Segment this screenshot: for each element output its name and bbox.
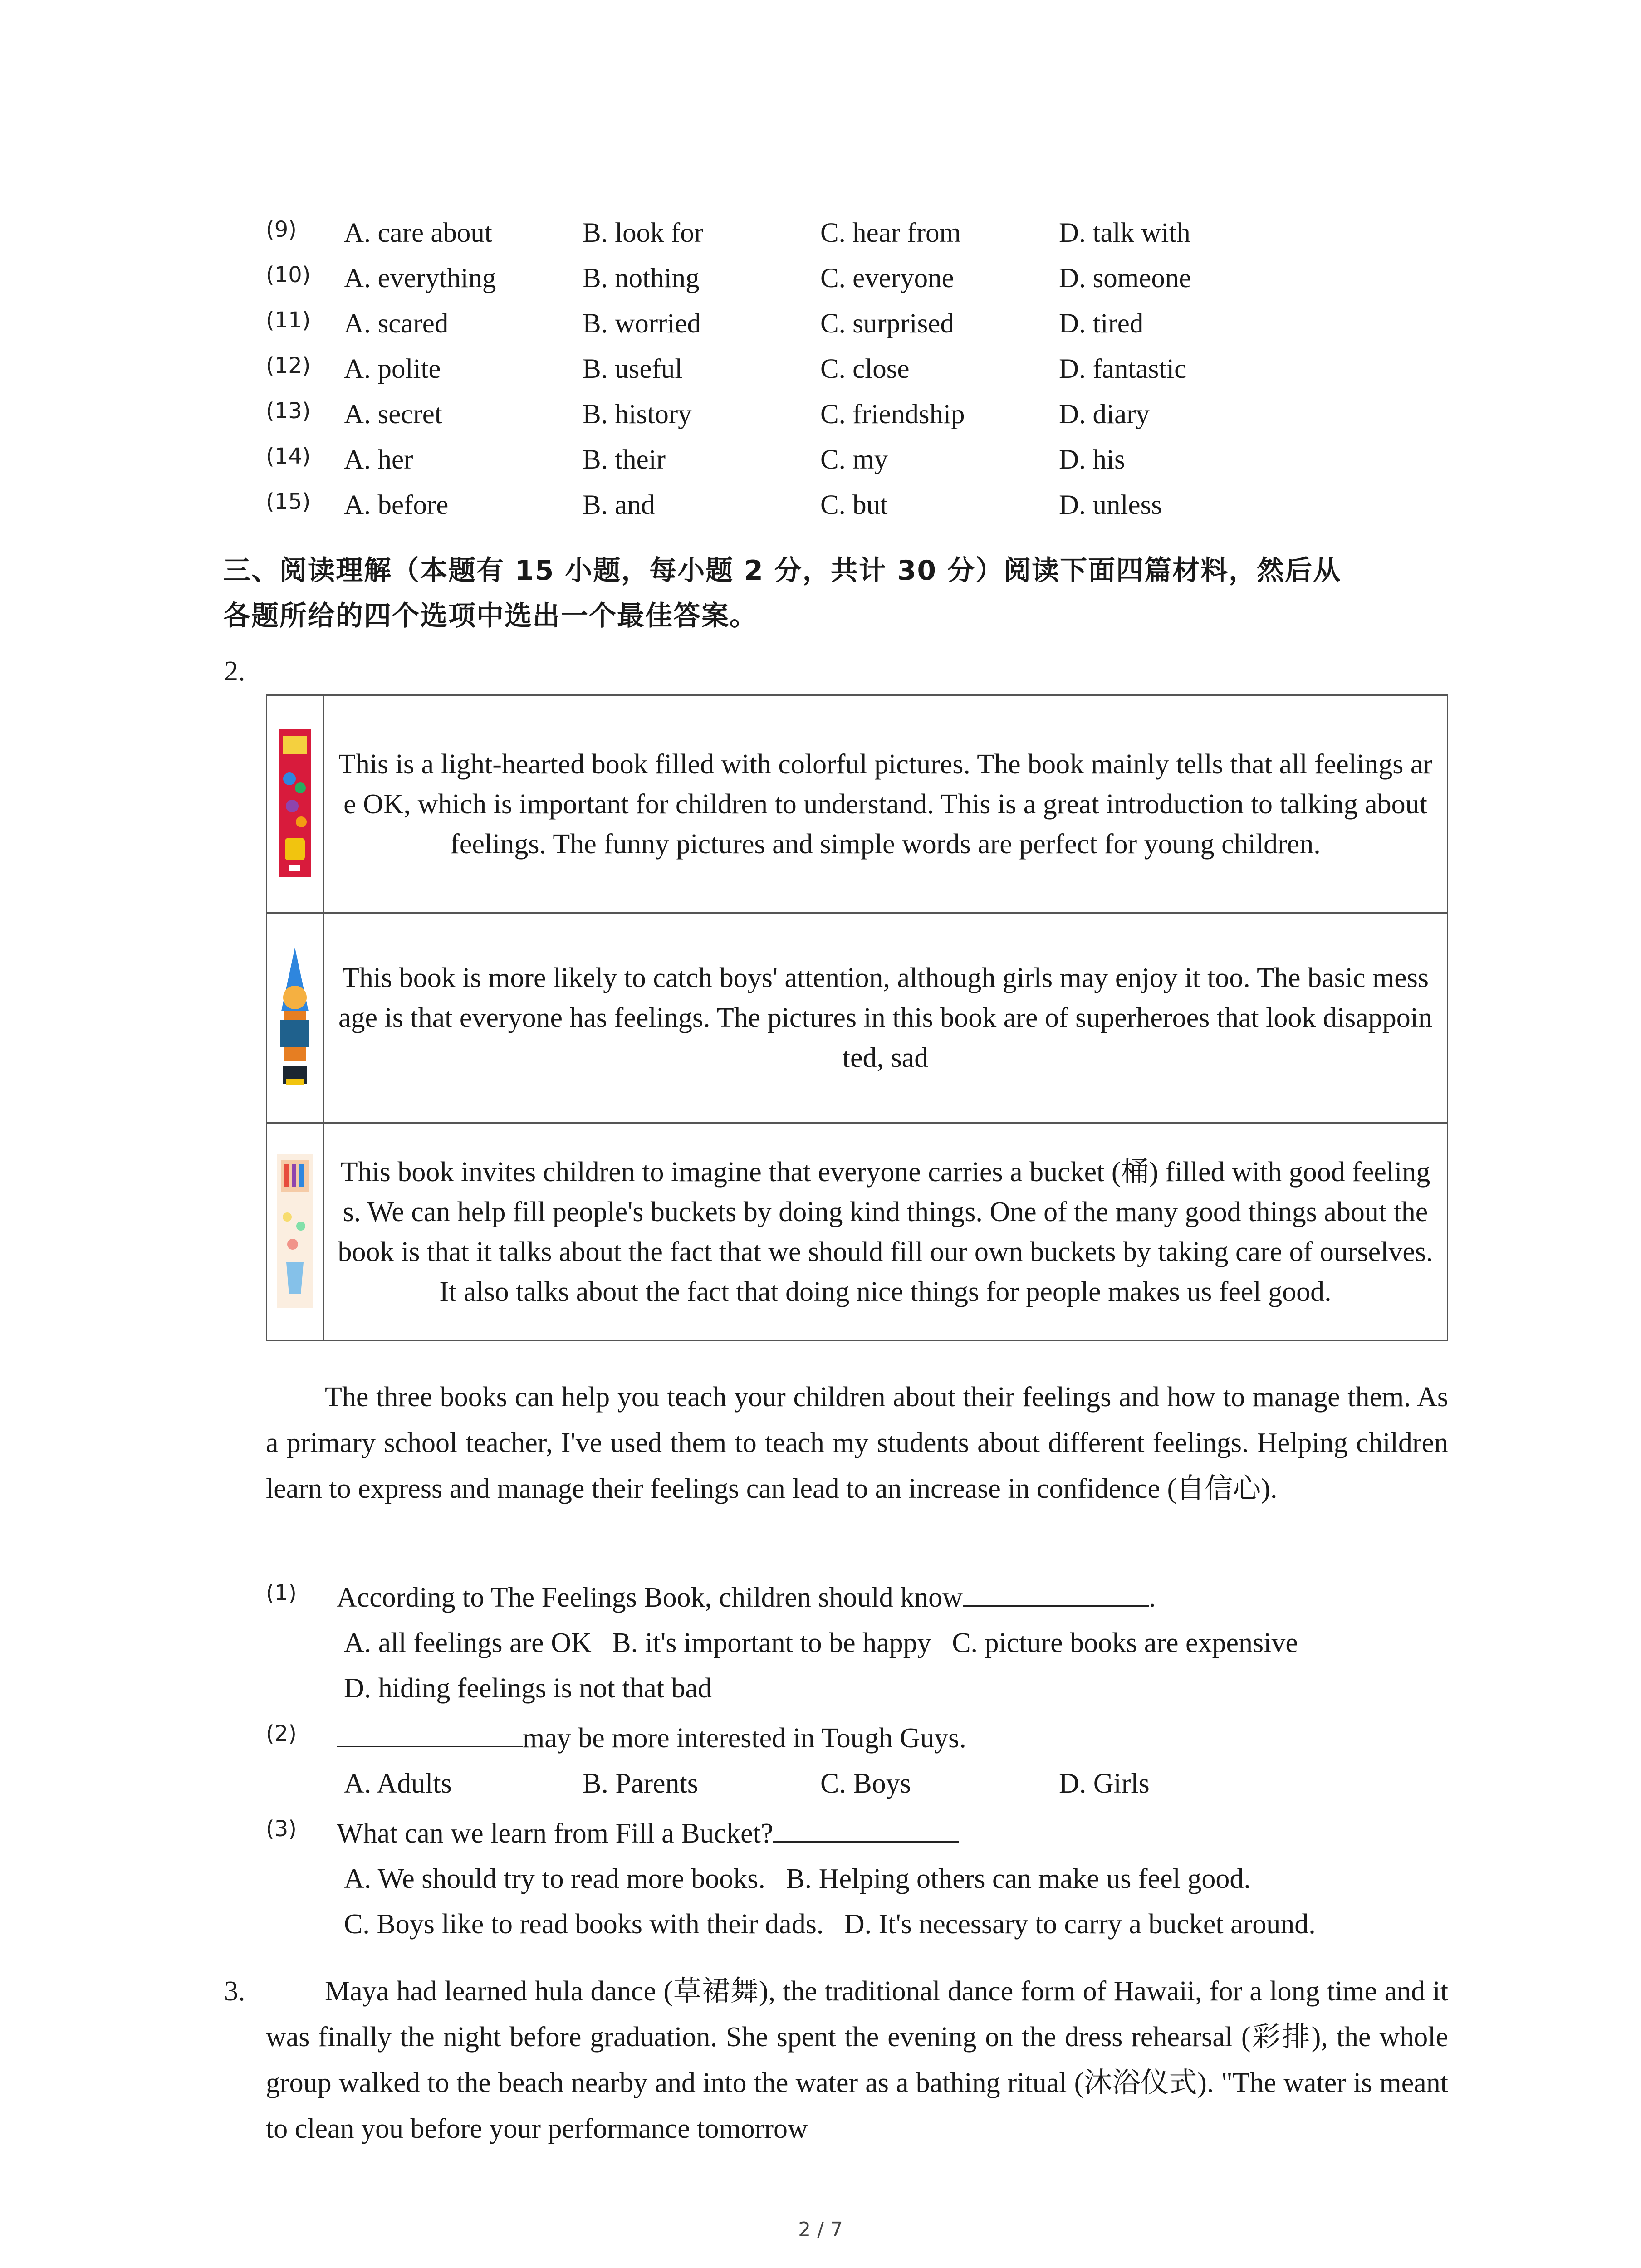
option-d: D. hiding feelings is not that bad (344, 1673, 712, 1704)
book-cover-cell (267, 913, 323, 1123)
sub-question-2 (266, 1716, 1455, 1761)
book-row (267, 1123, 1448, 1341)
option-a: A. Adults (344, 1768, 452, 1799)
sub-question-3 (266, 1811, 1455, 1856)
option-b: B. their (583, 445, 666, 475)
book-description: This book invites children to imagine that everyone carries a bucket (桶) filled with good feelings. We can help fill people's buckets by doing kind things. One of the many good things about the book is that it talks about the fact that we should fill our own buckets by taking care of ourselves. It also talks about the fact that doing nice things for people makes us feel good. (323, 1123, 1448, 1341)
option-b: B. and (583, 490, 655, 520)
question-number: (1) (266, 1580, 297, 1606)
option-c: C. but (820, 490, 888, 520)
answer-blank (773, 1814, 959, 1843)
option-a: A. all feelings are OK (344, 1628, 592, 1658)
option-d: D. unless (1059, 490, 1162, 520)
book-row (267, 913, 1448, 1123)
sub-question-1 (266, 1575, 1455, 1620)
question-stem-text: According to The Feelings Book, children should know (337, 1582, 963, 1613)
question-stem (337, 1575, 1156, 1620)
question-3-label: 3. (224, 1976, 245, 2007)
option-a: A. secret (344, 399, 442, 430)
answer-blank (963, 1578, 1149, 1607)
option-c: C. Boys like to read books with their dads. (344, 1909, 824, 1940)
option-c: C. everyone (820, 263, 954, 293)
superhero-book-cover-icon (277, 943, 313, 1091)
option-b: B. worried (583, 308, 701, 339)
option-c: C. close (820, 354, 910, 384)
option-c: C. Boys (820, 1768, 911, 1799)
q3-passage: Maya had learned hula dance (草裙舞), the traditional dance form of Hawaii, for a long time and it was finally the night before graduation. She spent the evening on the dress rehearsal (彩排), the whole group walked to the beach nearby and into the water as a bathing ritual (沐浴仪式). "The water is meant to clean you before your performance tomorrow (266, 1976, 1448, 2144)
question-number: (14) (266, 444, 311, 469)
option-c: C. picture books are expensive (952, 1628, 1298, 1658)
cloze-row (266, 347, 1309, 392)
cloze-row (266, 256, 1309, 301)
sub-question-3-options (344, 1856, 1251, 1901)
q2-passage: The three books can help you teach your children about their feelings and how to manage them. As a primary school teacher, I've used them to teach my students about different feelings. Helping children learn to express and manage their feelings can lead to an increase in confidence (自信心). (266, 1382, 1448, 1504)
question-number: (3) (266, 1816, 297, 1842)
option-c: C. my (820, 445, 888, 475)
book-cover-cell (267, 695, 323, 913)
option-d: D. fantastic (1059, 354, 1187, 384)
option-a: A. We should try to read more books. (344, 1863, 765, 1894)
question-2-label: 2. (224, 656, 245, 687)
book-description: This book is more likely to catch boys' attention, although girls may enjoy it too. The basic message is that everyone has feelings. The pictures in this book are of superheroes that look disappointed, sad (323, 913, 1448, 1123)
cloze-row (266, 483, 1309, 528)
cloze-row (266, 301, 1309, 347)
option-a: A. scared (344, 308, 449, 339)
question-stem (337, 1716, 966, 1761)
sub-question-1-options (344, 1620, 1298, 1666)
question-stem-text: What can we learn from Fill a Bucket? (337, 1818, 774, 1849)
sub-question-3-options-2 (344, 1901, 1316, 1947)
page-footer: 2 / 7 (798, 2218, 843, 2241)
answer-blank (337, 1719, 523, 1747)
cloze-row (266, 437, 1309, 483)
option-d: D. tired (1059, 308, 1144, 339)
question-number: (11) (266, 308, 311, 333)
option-d: D. Girls (1059, 1768, 1150, 1799)
question-stem-text: may be more interested in Tough Guys. (523, 1723, 966, 1754)
option-b: B. Helping others can make us feel good. (786, 1863, 1251, 1894)
option-c: C. surprised (820, 308, 954, 339)
option-d: D. diary (1059, 399, 1150, 430)
option-c: C. hear from (820, 218, 961, 248)
question-stem (337, 1811, 959, 1856)
option-a: A. polite (344, 354, 441, 384)
section-heading-line1: 三、阅读理解（本题有 15 小题，每小题 2 分，共计 30 分）阅读下面四篇材料，然后从 (223, 555, 1342, 587)
book-description: This is a light-hearted book filled with colorful pictures. The book mainly tells that all feelings are OK, which is important for children to understand. This is a great introduction to talking about feelings. The funny pictures and simple words are perfect for young children. (323, 695, 1448, 913)
option-d: D. someone (1059, 263, 1191, 293)
option-b: B. useful (583, 354, 683, 384)
question-stem-end: . (1148, 1582, 1156, 1613)
option-b: B. history (583, 399, 692, 430)
question-number: (9) (266, 217, 297, 242)
option-a: A. care about (344, 218, 492, 248)
cloze-row (266, 392, 1309, 437)
option-c: C. friendship (820, 399, 965, 430)
book-cover-cell (267, 1123, 323, 1341)
option-b: B. Parents (583, 1768, 698, 1799)
question-number: (2) (266, 1721, 297, 1746)
option-a: A. everything (344, 263, 496, 293)
option-a: A. her (344, 445, 413, 475)
books-table (266, 694, 1448, 1341)
question-number: (15) (266, 489, 311, 514)
option-d: D. talk with (1059, 218, 1190, 248)
section-heading-line2: 各题所给的四个选项中选出一个最佳答案。 (223, 600, 758, 632)
question-number: (10) (266, 262, 311, 288)
option-a: A. before (344, 490, 449, 520)
option-d: D. It's necessary to carry a bucket around. (844, 1909, 1316, 1940)
bucket-book-cover-icon (277, 1154, 313, 1308)
sub-question-2-options (266, 1761, 1309, 1806)
option-b: B. look for (583, 218, 704, 248)
question-number: (12) (266, 353, 311, 378)
book-row (267, 695, 1448, 913)
feelings-book-cover-icon (279, 729, 311, 877)
question-number: (13) (266, 398, 311, 424)
option-d: D. his (1059, 445, 1125, 475)
cloze-row (266, 210, 1309, 256)
option-b: B. nothing (583, 263, 700, 293)
option-b: B. it's important to be happy (612, 1628, 931, 1658)
